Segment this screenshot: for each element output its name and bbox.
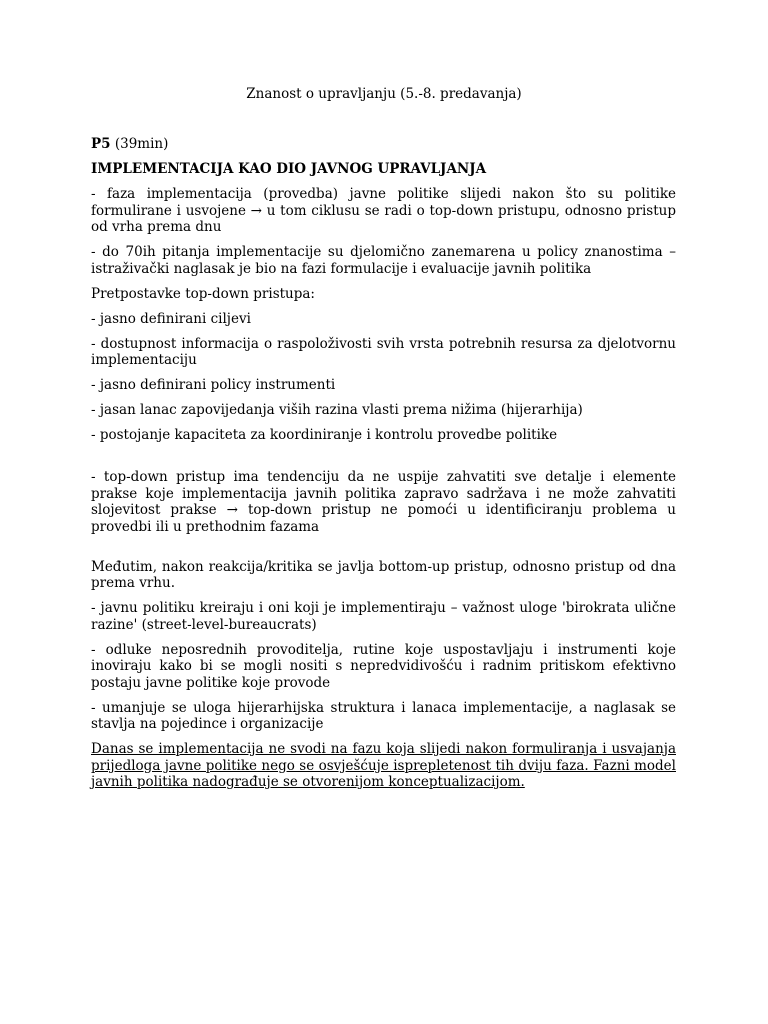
list-item: - odluke neposrednih provoditelja, rutine koje uspostavljaju i instrumenti koje inoviraju kako bi se mogli nositi s nepredvidivošću i radnim pritiskom efektivno postaju javne politike koje provode (91, 641, 676, 691)
list-item: - jasno definirani policy instrumenti (91, 377, 336, 393)
spacer (91, 544, 676, 559)
conclusion-paragraph: Danas se implementacija ne svodi na fazu koja slijedi nakon formuliranja i usvajanja prijedloga javne politike nego se osvješćuje isprepletenost tih dviju faza. Fazni model javnih politika nadograđuje se otvorenijom konceptualizacijom. (91, 741, 676, 790)
document-title: Znanost o upravljanju (5.-8. predavanja) (246, 86, 522, 102)
lecture-header (91, 136, 676, 153)
spacer (91, 452, 676, 469)
list-item: - jasan lanac zapovijedanja viših razina vlasti prema nižima (hijerarhija) (91, 402, 583, 418)
paragraph: Međutim, nakon reakcija/kritika se javlja bottom-up pristup, odnosno pristup od dna prema vrhu. (91, 558, 676, 591)
paragraph: - faza implementacija (provedba) javne politike slijedi nakon što su politike formulirane i usvojene → u tom ciklusu se radi o top-down pristupu, odnosno pristup od vrha prema dnu (91, 186, 676, 235)
paragraph: Pretpostavke top-down pristupa: (91, 285, 315, 302)
list-item: - javnu politiku kreiraju i oni koji je implementiraju – važnost uloge 'birokrata ulične razine' (street-level-bureaucrats) (91, 600, 676, 633)
paragraph: - do 70ih pitanja implementacije su djelomično zanemarena u policy znanostima – istraživački naglasak je bio na fazi formulacije i evaluacije javnih politika (91, 244, 676, 277)
paragraph: - top-down pristup ima tendenciju da ne uspije zahvatiti sve detalje i elemente prakse koje implementacija javnih politika zapravo sadržava i ne može zahvatiti slojevitost prakse → top-down pristup ne pomoći u identificiranju problema u provedbi ili u prethodnim fazama (91, 469, 676, 535)
list-item: - postojanje kapaciteta za koordiniranje i kontrolu provedbe politike (91, 427, 558, 443)
list-item: - jasno definirani ciljevi (91, 310, 251, 327)
list-item: - dostupnost informacija o raspoloživosti svih vrsta potrebnih resursa za djelotvornu implementaciju (91, 335, 676, 368)
section-heading: IMPLEMENTACIJA KAO DIO JAVNOG UPRAVLJANJA (91, 161, 487, 177)
list-item: - umanjuje se uloga hijerarhijska struktura i lanaca implementacije, a naglasak se stavlja na pojedince i organizacije (91, 699, 676, 732)
lecture-duration: (39min) (114, 136, 169, 152)
lecture-tag: P5 (91, 136, 111, 152)
document-body (91, 136, 676, 799)
